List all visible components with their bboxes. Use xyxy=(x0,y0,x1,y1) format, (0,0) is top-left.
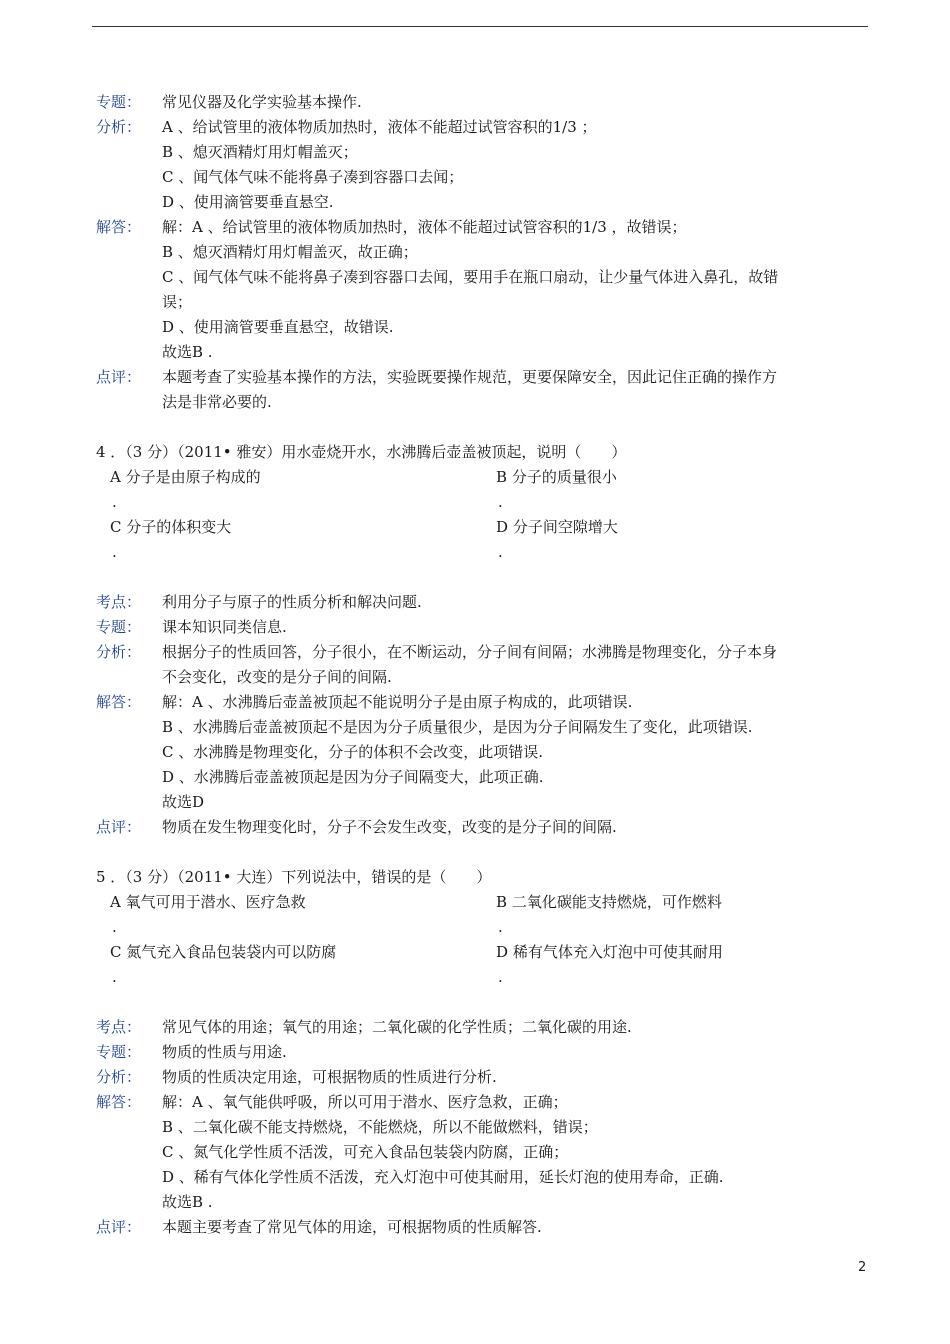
zhuanti-text: 物质的性质与用途. xyxy=(162,1043,287,1061)
option-c: C 分子的体积变大 xyxy=(110,518,232,536)
dianping-text: 本题主要考查了常见气体的用途，可根据物质的性质解答. xyxy=(162,1218,542,1236)
page-number: 2 xyxy=(858,1260,867,1275)
jieda-line: 解：A 、水沸腾后壶盖被顶起不能说明分子是由原子构成的，此项错误. xyxy=(162,693,633,711)
fenxi-text: 物质的性质决定用途，可根据物质的性质进行分析. xyxy=(162,1068,497,1086)
zhuanti-label: 专题： xyxy=(96,93,142,111)
jieda-line: D 、水沸腾后壶盖被顶起是因为分子间隔变大，此项正确. xyxy=(162,768,544,786)
jieda-line: B 、二氧化碳不能支持燃烧，不能燃烧，所以不能做燃料，错误； xyxy=(162,1118,598,1136)
jieda-line: 解：A 、给试管里的液体物质加热时，液体不能超过试管容积的1/3 ，故错误； xyxy=(162,218,687,236)
zhuanti-label: 专题： xyxy=(96,618,142,636)
kaodian-text: 利用分子与原子的性质分析和解决问题. xyxy=(162,593,422,611)
fenxi-label: 分析： xyxy=(96,118,142,136)
fenxi-line: A 、给试管里的液体物质加热时，液体不能超过试管容积的1/3 ； xyxy=(162,118,597,136)
kaodian-label: 考点： xyxy=(96,593,142,611)
jieda-line: C 、闻气体气味不能将鼻子凑到容器口去闻，要用手在瓶口扇动，让少量气体进入鼻孔，故错 xyxy=(162,268,779,286)
jieda-line: 解：A 、氧气能供呼吸，所以可用于潜水、医疗急救，正确； xyxy=(162,1093,568,1111)
option-dot: . xyxy=(498,968,503,986)
option-dot: . xyxy=(498,493,503,511)
jieda-line: D 、稀有气体化学性质不活泼，充入灯泡中可使其耐用，延长灯泡的使用寿命，正确. xyxy=(162,1168,724,1186)
option-dot: . xyxy=(112,918,117,936)
zhuanti-label: 专题： xyxy=(96,1043,142,1061)
dianping-label: 点评： xyxy=(96,368,142,386)
dianping-label: 点评： xyxy=(96,818,142,836)
fenxi-line: 不会变化，改变的是分子间的间隔. xyxy=(162,668,392,686)
question-stem: 4 ．（3 分）（2011• 雅安）用水壶烧开水，水沸腾后壶盖被顶起，说明（ ） xyxy=(96,443,627,461)
option-dot: . xyxy=(112,493,117,511)
jieda-line: 故选D xyxy=(162,793,205,811)
dianping-label: 点评： xyxy=(96,1218,142,1236)
kaodian-label: 考点： xyxy=(96,1018,142,1036)
jieda-line: B 、熄灭酒精灯用灯帽盖灭，故正确； xyxy=(162,243,418,261)
dianping-line: 法是非常必要的. xyxy=(162,393,272,411)
option-dot: . xyxy=(112,968,117,986)
option-d: D 稀有气体充入灯泡中可使其耐用 xyxy=(496,943,723,961)
jieda-line: 误； xyxy=(162,293,193,311)
jieda-line: 故选B . xyxy=(162,343,213,361)
kaodian-text: 常见气体的用途；氧气的用途；二氧化碳的化学性质；二氧化碳的用途. xyxy=(162,1018,632,1036)
option-a: A 分子是由原子构成的 xyxy=(110,468,261,486)
fenxi-label: 分析： xyxy=(96,643,142,661)
jieda-label: 解答： xyxy=(96,1093,142,1111)
zhuanti-text: 常见仪器及化学实验基本操作. xyxy=(162,93,362,111)
zhuanti-text: 课本知识同类信息. xyxy=(162,618,287,636)
fenxi-line: C 、闻气体气味不能将鼻子凑到容器口去闻； xyxy=(162,168,464,186)
option-dot: . xyxy=(498,543,503,561)
option-b: B 二氧化碳能支持燃烧，可作燃料 xyxy=(496,893,722,911)
fenxi-label: 分析： xyxy=(96,1068,142,1086)
option-d: D 分子间空隙增大 xyxy=(496,518,618,536)
option-c: C 氮气充入食品包装袋内可以防腐 xyxy=(110,943,337,961)
dianping-line: 本题考查了实验基本操作的方法，实验既要操作规范，更要保障安全，因此记住正确的操作方 xyxy=(162,368,778,386)
jieda-line: C 、氮气化学性质不活泼，可充入食品包装袋内防腐，正确； xyxy=(162,1143,569,1161)
jieda-line: D 、使用滴管要垂直悬空，故错误. xyxy=(162,318,394,336)
option-b: B 分子的质量很小 xyxy=(496,468,617,486)
fenxi-line: B 、熄灭酒精灯用灯帽盖灭； xyxy=(162,143,358,161)
fenxi-line: D 、使用滴管要垂直悬空. xyxy=(162,193,334,211)
header-rule xyxy=(92,26,868,27)
jieda-line: 故选B . xyxy=(162,1193,213,1211)
option-a: A 氧气可用于潜水、医疗急救 xyxy=(110,893,306,911)
fenxi-line: 根据分子的性质回答，分子很小，在不断运动，分子间有间隔；水沸腾是物理变化，分子本身 xyxy=(162,643,778,661)
dianping-text: 物质在发生物理变化时，分子不会发生改变，改变的是分子间的间隔. xyxy=(162,818,617,836)
jieda-label: 解答： xyxy=(96,218,142,236)
option-dot: . xyxy=(112,543,117,561)
jieda-line: B 、水沸腾后壶盖被顶起不是因为分子质量很少，是因为分子间隔发生了变化，此项错误. xyxy=(162,718,753,736)
question-stem: 5 ．（3 分）（2011• 大连）下列说法中，错误的是（ ） xyxy=(96,868,492,886)
jieda-line: C 、水沸腾是物理变化，分子的体积不会改变，此项错误. xyxy=(162,743,544,761)
option-dot: . xyxy=(498,918,503,936)
jieda-label: 解答： xyxy=(96,693,142,711)
